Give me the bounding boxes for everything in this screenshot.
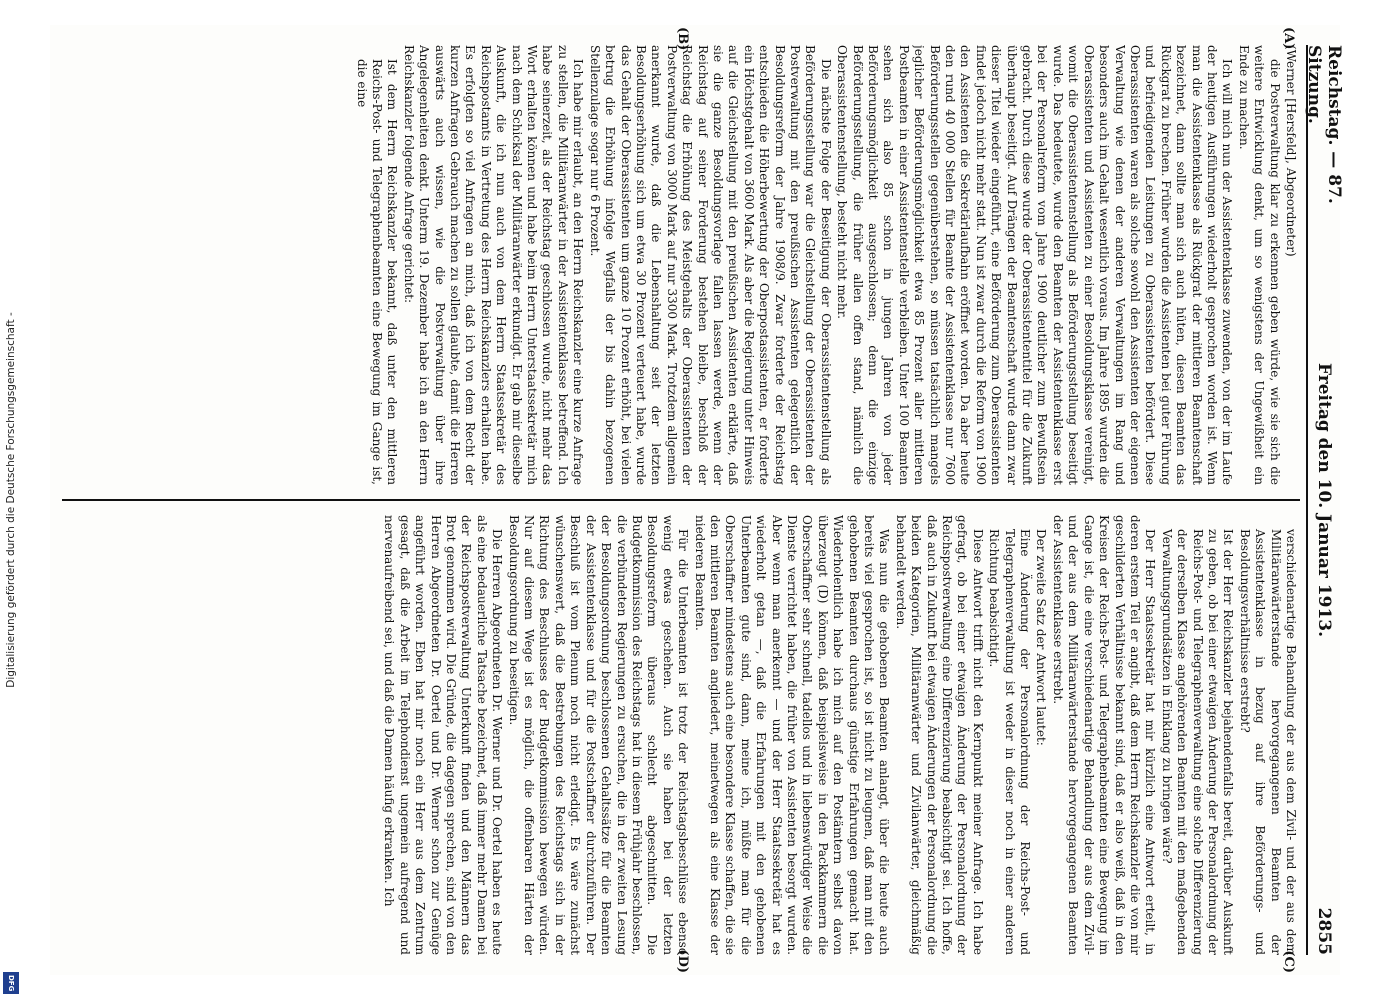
paragraph: Die Herren Abgeordneten Dr. Werner und Dr. Oertel haben es heute als eine bedauerliche Tatsache bezeichnet, daß immer mehr Damen bei der Reichspostverwaltung Unterkunft finden und den Männern das Brot genommen wird. Die Gründe, die dagegen sprechen, sind von den Herren Abgeordneten Dr. Oertel und Dr. Werner schon zur Genüge angeführt worden. Eben hat mir noch ein Herr aus dem Zentrum gesagt, daß die Arbeit im Telephondienst ungemein aufregend und nervenaufreibend sei, und daß die Damen häufig erkranken. Ich (382, 515, 505, 955)
speaker-label: (Werner [Hersfeld], Abgeordneter) (1284, 45, 1298, 257)
margin-marker-a: (A) (1281, 27, 1296, 50)
quoted-question: Ist der Herr Reichskanzler bejahendenfalls bereit, darüber Auskunft zu geben, ob bei einer etwaigen Änderung der Personalordnung der Reichs-Post- und Telegraphenverwaltung eine solche Differenzierung der derselben Klasse angehörenden Beamten mit den maßgebenden Verwaltungsgrundsätzen in Einklang zu bringen wäre? (1159, 529, 1236, 955)
page-number: 2855 (1314, 907, 1334, 955)
header-session: Reichstag. — 87. Sitzung. (1304, 45, 1344, 204)
document-page (50, 25, 1344, 975)
quoted-question: verschiedenartige Behandlung der aus dem Zivil- und der aus dem Militäranwärterstande hervorgegangenen Beamten der Assistentenklasse in bezug auf ihre Beförderungs- und Besoldungsverhältnisse erstrebt? (1237, 529, 1298, 955)
paragraph: Für die Unterbeamten ist trotz der Reichstagsbeschlüsse ebenso wenig etwas geschehen. Auch sie haben bei der letzten Besoldungsreform überaus schlecht abgeschnitten. Die Budgetkommission des Reichstags hat in diesem Frühjahr beschlossen, die verbündeten Regierungen zu ersuchen, die in der zweiten Lesung der Besoldungsordnung beschlossenen Gehaltssätze für die Beamten der Assistentenklasse und für die Postschaffner durchzuführen. Der Beschluß ist vom Plenum noch nicht erledigt. Es wäre zunächst wünschenswert, daß die Bestrebungen des Reichstags sich in der Richtung des Beschlusses der Budgetkommission bewegen würden. Nur auf diesem Wege ist es möglich, die offenbaren Härten der Besoldungsordnung zu beseitigen. (506, 515, 691, 955)
sidebar (0, 0, 22, 1000)
page-scan (50, 25, 1344, 975)
paragraph: Was nun die gehobenen Beamten anlangt, über die heute auch bereits viel gesprochen ist, so ist nicht zu leugnen, daß man mit den gehobenen Beamten durchaus günstige Erfahrungen gemacht hat. Wiederholentlich habe ich mich auf den Postämtern selbst davon überzeugt (D) können, daß beispielsweise in den Packkammern die Oberschaffner sehr schnell, tadellos und in liebenswürdiger Weise die Dienste verrichtet haben, die früher von Assistenten besorgt wurden. Aber wenn man anerkennt — und der Herr Staatssekretär hat es wiederholt getan —, daß die Erfahrungen mit den gehobenen Unterbeamten gute sind, dann, meine ich, müßte man für die Oberschaffner mindestens auch eine besondere Klasse schaffen, die sie den mittleren Beamten angliedert, meinetwegen als eine Klasse der niederen Beamten. (692, 515, 892, 955)
quoted-answer: Eine Änderung der Personalordnung der Reichs-Post- und Telegraphenverwaltung ist weder in dieser noch in einer anderen Richtung beabsichtigt. (987, 529, 1033, 955)
margin-marker-b: (B) (675, 27, 690, 51)
digitization-credit: Digitalisierung gefördert durch die Deutsche Forschungsgemeinschaft - (5, 312, 17, 688)
paragraph: Die nächste Folge der Beseitigung der Oberassistentenstellung als Beförderungsstellung war die Gleichstellung der Oberassistenten der Postverwaltung mit den preußischen Assistenten gelegentlich der Besoldungsreform der Jahre 1908/9. Zwar forderte der Reichstag entschieden die Höherbewertung der Oberpostassistenten, er forderte ein Höchstgehalt von 3600 Mark. Als aber die Regierung unter Hinweis auf die Gleichstellung mit den preußischen Assistenten erklärte, daß sie die ganze Besoldungsvorlage fallen lassen werde, wenn der Reichstag auf seiner Forderung bestehen bleibe, beschloß der Reichstag die Erhöhung des Meistgehalts der Oberassistenten der Postverwaltung von 3000 Mark auf nur 3300 Mark. Trotzdem allgemein anerkannt wurde, daß die Lebenshaltung seit der letzten Besoldungserhöhung sich um etwa 30 Prozent verteuert habe, wurde das Gehalt der Oberassistenten um ganze 10 Prozent erhöht, bei vielen betrug die Erhöhung infolge Wegfalls der bis dahin bezogenen Stellenzulage sogar nur 6 Prozent. (587, 45, 833, 485)
paragraph: Der zweite Satz der Antwort lautet: (1034, 529, 1049, 746)
header-date: Freitag den 10. Januar 1913. (1314, 362, 1334, 638)
page-header (1304, 45, 1344, 955)
column-divider (62, 499, 1300, 501)
paragraph: Diese Antwort trifft nicht den Kernpunkt meiner Anfrage. Ich habe gefragt, ob bei einer etwaigen Änderung der Personalordnung der Reichspostverwaltung eine Differenzierung beabsichtigt sei. Ich hoffe, daß auch in Zukunft bei etwaigen Änderungen der Personalordnung die beiden Kategorien, Militäranwärter und Zivilanwärter, gleichmäßig behandelt werden. (893, 515, 985, 955)
dfg-logo: DFG (3, 972, 19, 994)
paragraph: Ich habe mir erlaubt, an den Herrn Reichskanzler eine kurze Anfrage zu stellen, die Militäranwärter in der Assistentenklasse betreffend. Ich habe seinerzeit, als der Reichstag geschlossen wurde, nicht mehr das Wort erhalten können und habe beim Herrn Unterstaatssekretär mich nach dem Schicksal der Militäranwärter erkundigt. Er gab mir dieselbe Auskunft, die ich nun auch von dem Herrn Staatssekretär des Reichspostamts in Vertretung des Herrn Reichskanzlers erhalten habe. Es erfolgten so viel Anfragen an mich, daß ich von dem Recht der kurzen Anfragen Gebrauch machen zu sollen glaubte, damit die Herren auswärts auch wissen, wie die Postverwaltung über ihre Angelegenheiten denkt. Unterm 19. Dezember habe ich an den Herrn Reichskanzler folgende Anfrage gerichtet: (401, 45, 586, 485)
paragraph: die Postverwaltung klar zu erkennen geben würde, wie sie sich die weitere Entwicklung denkt, um so wenigstens der Ungewißheit ein Ende zu machen. (1236, 45, 1282, 485)
paragraph: Der Herr Staatssekretär hat mir kürzlich eine Antwort erteilt, in deren erstem Teil er angibt, daß dem Herrn Reichskanzler die von mir geschilderten Verhältnisse bekannt sind, daß er also weiß, daß in den Kreisen der Reichs-Post- und Telegraphenbeamten eine Bewegung im Gange ist, die eine verschiedenartige Behandlung der aus dem Zivil- und der aus dem Militäranwärterstande hervorgegangenen Beamten der Assistentenklasse erstrebt. (1050, 515, 1158, 955)
left-column (68, 45, 1298, 485)
paragraph: Ich will mich nun der Assistentenklasse zuwenden, von der im Laufe der heutigen Ausführungen wiederholt gesprochen worden ist. Wenn man die Assistentenklasse als Rückgrat der mittleren Beamtenschaft bezeichnet, dann sollte man sich auch hüten, diesen Beamten das Rückgrat zu brechen. Früher wurden die Assistenten bei guter Führung und befriedigenden Leistungen zu Oberassistenten befördert. Diese Oberassistenten waren als solche sowohl den Assistenten der eigenen Verwaltung wie denen der anderen Verwaltungen im Rang und besonders auch im Gehalt wesentlich voraus. Im Jahre 1895 wurden die Oberassistenten und Assistenten zu einer Besoldungsklasse vereinigt, womit die Oberassistentenstellung als Beförderungsstellung beseitigt wurde. Das bedeutete, wurde den Beamten der Assistentenklasse erst bei der Personalreform vom Jahre 1900 deutlicher zum Bewußtsein gebracht. Durch diese wurde der Oberassistententitel für die Zukunft überhaupt beseitigt. Auf Drängen der Beamtenschaft wurde dann zwar dieser Titel wieder eingeführt, eine Beförderung zum Oberassistenten findet jedoch nicht mehr statt. Nun ist zwar durch die Reform von 1900 den Assistenten die Sekretärlaufbahn eröffnet worden. Da aber heute den rund 40 000 Stellen für Beamte der Assistentenklasse nur 7600 Beförderungsstellen gegenüberstehen, so müssen tatsächlich mangels jeglicher Beförderungsmöglichkeit etwa 85 Prozent aller mittleren Postbeamten in einer Assistentenstelle verbleiben. Unter 100 Beamten sehen sich also 85 schon in jungen Jahren von jeder Beförderungsmöglichkeit ausgeschlossen; denn die einzige Beförderungsstellung, die früher allen offen stand, nämlich die Oberassistentenstellung, besteht nicht mehr. (835, 45, 1235, 485)
margin-marker-d: (D) (675, 949, 690, 973)
right-column (68, 515, 1298, 955)
quoted-question: Ist dem Herrn Reichskanzler bekannt, daß unter den mittleren Reichs-Post- und Telegraphenbeamten eine Bewegung im Gange ist, die eine (354, 59, 400, 485)
margin-marker-c: (C) (1281, 950, 1296, 973)
